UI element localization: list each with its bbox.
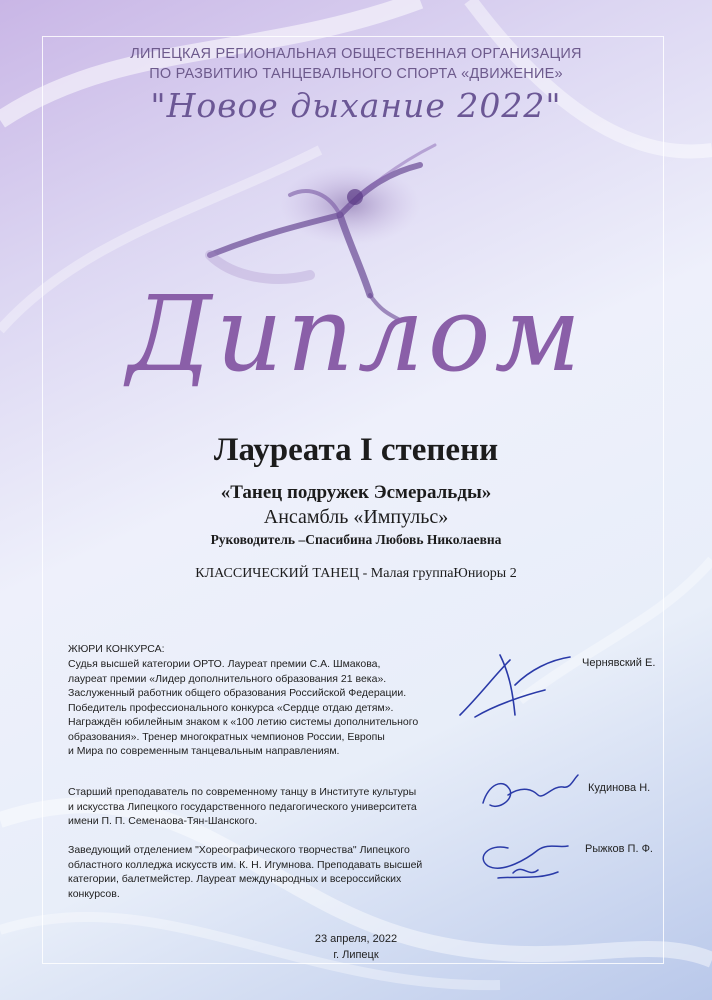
jury-line: Награждён юбилейным знаком к «100 летию системы дополнительного: [68, 716, 419, 728]
jury-line: лауреат премии «Лидер дополнительного образования 21 века».: [68, 672, 387, 685]
event-title: "Новое дыхание 2022": [150, 86, 562, 125]
jury-line: Заведующий отделением "Хореографического творчества" Липецкого: [68, 844, 410, 856]
jury-line: имени П. П. Семенаова-Тян-Шанского.: [68, 815, 258, 827]
org-name-line-2: ПО РАЗВИТИЮ ТАНЦЕВАЛЬНОГО СПОРТА «ДВИЖЕНИЕ»: [149, 66, 563, 82]
award-city: г. Липецк: [333, 949, 379, 961]
jury-member-3-name: Рыжков П. Ф.: [585, 843, 653, 855]
award-date: 23 апреля, 2022: [314, 933, 398, 945]
signature-3: [468, 828, 578, 888]
jury-line: Старший преподаватель по современному танцу в Институте культуры: [68, 786, 417, 798]
jury-line: Судья высшей категории ОРТО. Лауреат премии С.А. Шмакова,: [68, 658, 381, 670]
jury-heading: ЖЮРИ КОНКУРСА:: [68, 643, 165, 655]
jury-member-2-name: Кудинова Н.: [588, 782, 651, 794]
jury-line: образования». Тренер многократных чемпионов России, Европы: [68, 730, 385, 743]
jury-line: и искусства Липецкого государственного педагогического университета: [68, 800, 417, 813]
jury-line: конкурсов.: [68, 887, 120, 900]
diploma-title: Диплом: [127, 273, 585, 395]
signature-2: [478, 765, 588, 815]
jury-line: категории, балетмейстер. Лауреат международных и всероссийских: [68, 873, 402, 885]
jury-line: областного колледжа искусств им. К. Н. Игумнова. Преподавать высшей: [68, 858, 423, 871]
jury-member-3-description: [68, 843, 468, 901]
jury-line: Заслуженный работник общего образования Российской Федерации.: [68, 687, 407, 699]
dance-category: КЛАССИЧЕСКИЙ ТАНЕЦ - Малая группаЮниоры 2: [195, 566, 517, 581]
jury-line: Победитель профессионального конкурса «Сердце отдаю детям».: [68, 701, 394, 714]
jury-member-2-description: [68, 785, 468, 829]
dance-name: «Танец подружек Эсмеральды»: [220, 482, 492, 503]
jury-member-1-name: Чернявский Е.: [582, 657, 656, 669]
award-degree: Лауреата I степени: [213, 432, 499, 468]
org-name-line-1: ЛИПЕЦКАЯ РЕГИОНАЛЬНАЯ ОБЩЕСТВЕННАЯ ОРГАНИЗАЦИЯ: [130, 46, 582, 62]
ensemble-name: Ансамбль «Импульс»: [263, 506, 449, 528]
leader-name: Руководитель –Спасибина Любовь Николаевна: [210, 532, 502, 547]
jury-line: и Мира по современным танцевальным направлениям.: [68, 745, 340, 757]
signature-1: [455, 645, 575, 725]
jury-member-1-description: [68, 657, 468, 759]
